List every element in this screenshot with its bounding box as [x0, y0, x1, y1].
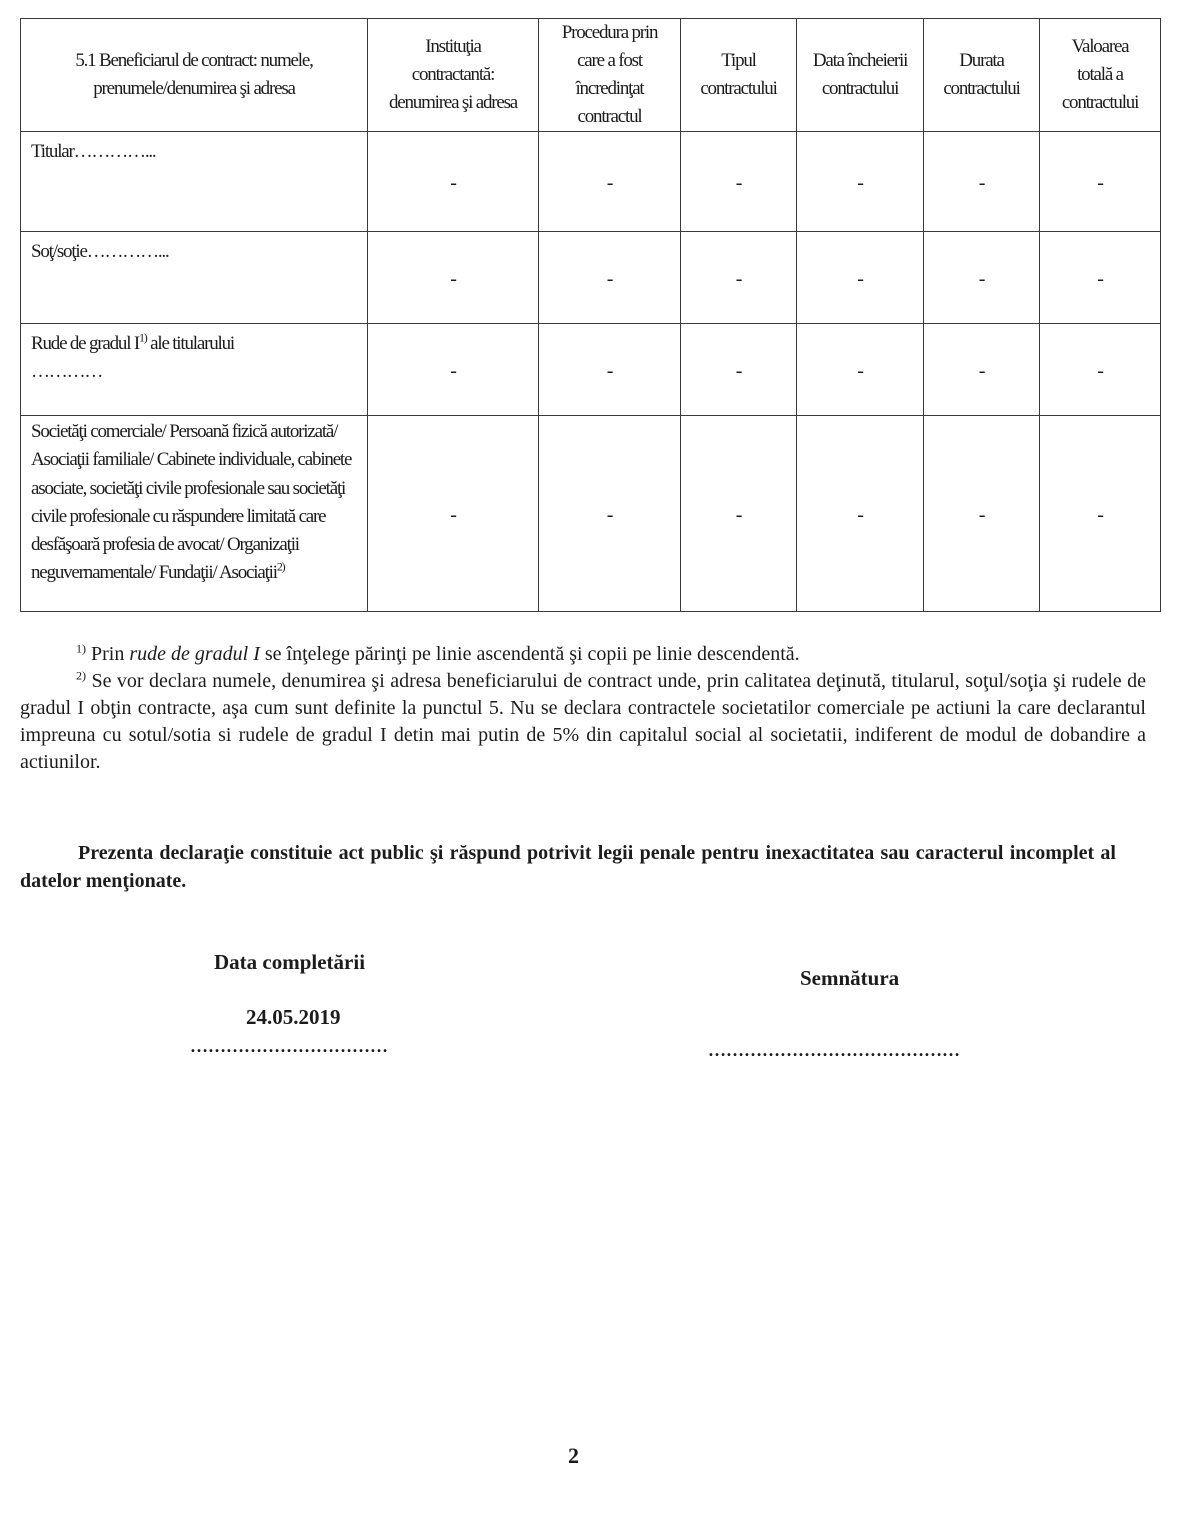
cell-dash: -	[368, 324, 539, 416]
cell-dash: -	[368, 416, 539, 612]
table-header-row	[21, 19, 1161, 132]
cell-dash: -	[797, 324, 924, 416]
cell-dash: -	[681, 132, 797, 232]
cell-dash: -	[924, 132, 1040, 232]
header-type: Tipul contractului	[681, 19, 797, 132]
cell-dash: -	[797, 416, 924, 612]
header-institution: Instituţia contractantă: denumirea şi adresa	[368, 19, 539, 132]
row-label-companies: Societăţi comerciale/ Persoană fizică autorizată/ Asociaţii familiale/ Cabinete individuale, cabinete asociate, societăţi civile profesionale sau societăţi civile profesionale cu răspundere limitată care desfăşoară profesia de avocat/ Organizaţii neguvernamentale/ Fundaţii/ Asociaţii$^{2)}$	[21, 416, 368, 612]
cell-dash: -	[681, 232, 797, 324]
header-value: Valoarea totală a contractului	[1040, 19, 1161, 132]
header-procedure: Procedura prin care a fost încredinţat contractul	[539, 19, 681, 132]
date-dotted-line: ……………………………	[190, 1036, 388, 1056]
table-row-companies	[21, 416, 1161, 612]
cell-dash: -	[1040, 324, 1161, 416]
cell-dash: -	[539, 232, 681, 324]
date-label: Data completării	[214, 950, 366, 974]
cell-dash: -	[539, 416, 681, 612]
row-label-relatives: Rude de gradul $I^{1)}$ ale titularului …………	[21, 324, 368, 416]
row-label-titular: Titular…………...	[21, 132, 368, 232]
table-row-titular	[21, 132, 1161, 232]
cell-dash: -	[797, 232, 924, 324]
signature-label: Semnătura	[800, 966, 900, 990]
cell-dash: -	[924, 416, 1040, 612]
cell-dash: -	[797, 132, 924, 232]
cell-dash: -	[1040, 416, 1161, 612]
header-duration: Durata contractului	[924, 19, 1040, 132]
page-number: 2	[568, 1443, 579, 1468]
footnote-1: $^{1)}$ Prin rude de gradul I se înţelege părinţi pe linie ascendentă şi copii pe linie descendentă.	[76, 641, 800, 665]
footnotes	[20, 641, 1146, 776]
date-value: 24.05.2019	[246, 1005, 341, 1029]
cell-dash: -	[924, 232, 1040, 324]
header-date: Data încheierii contractului	[797, 19, 924, 132]
cell-dash: -	[1040, 232, 1161, 324]
cell-dash: -	[368, 132, 539, 232]
contracts-table	[20, 18, 1161, 612]
table-row-relatives	[21, 324, 1161, 416]
header-beneficiary: 5.1 Beneficiarul de contract: numele, prenumele/denumirea şi adresa	[21, 19, 368, 132]
cell-dash: -	[368, 232, 539, 324]
footnote-2: $^{2)}$ Se vor declara numele, denumirea şi adresa beneficiarului de contract unde, prin calitatea deţinută, titularul, soţul/soţia şi rudele de gradul I obţin contracte, aşa cum sunt definite la punctul 5. Nu se declara contractele societatilor comerciale pe actiuni la care declarantul impreuna cu sotul/sotia si rudele de gradul I detin mai putin de 5% din capitalul social al societatii, indiferent de modul de dobandire a actiunilor.	[20, 668, 1146, 773]
cell-dash: -	[681, 416, 797, 612]
cell-dash: -	[539, 324, 681, 416]
table-row-spouse	[21, 232, 1161, 324]
cell-dash: -	[1040, 132, 1161, 232]
legal-statement: Prezenta declaraţie constituie act public şi răspund potrivit legii penale pentru inexactitatea sau caracterul incomplet al datelor menţionate.	[20, 842, 1116, 892]
cell-dash: -	[681, 324, 797, 416]
signature-dotted-line: ……………………………………	[708, 1040, 960, 1060]
cell-dash: -	[924, 324, 1040, 416]
cell-dash: -	[539, 132, 681, 232]
row-label-spouse: Soţ/soţie…………...	[21, 232, 368, 324]
